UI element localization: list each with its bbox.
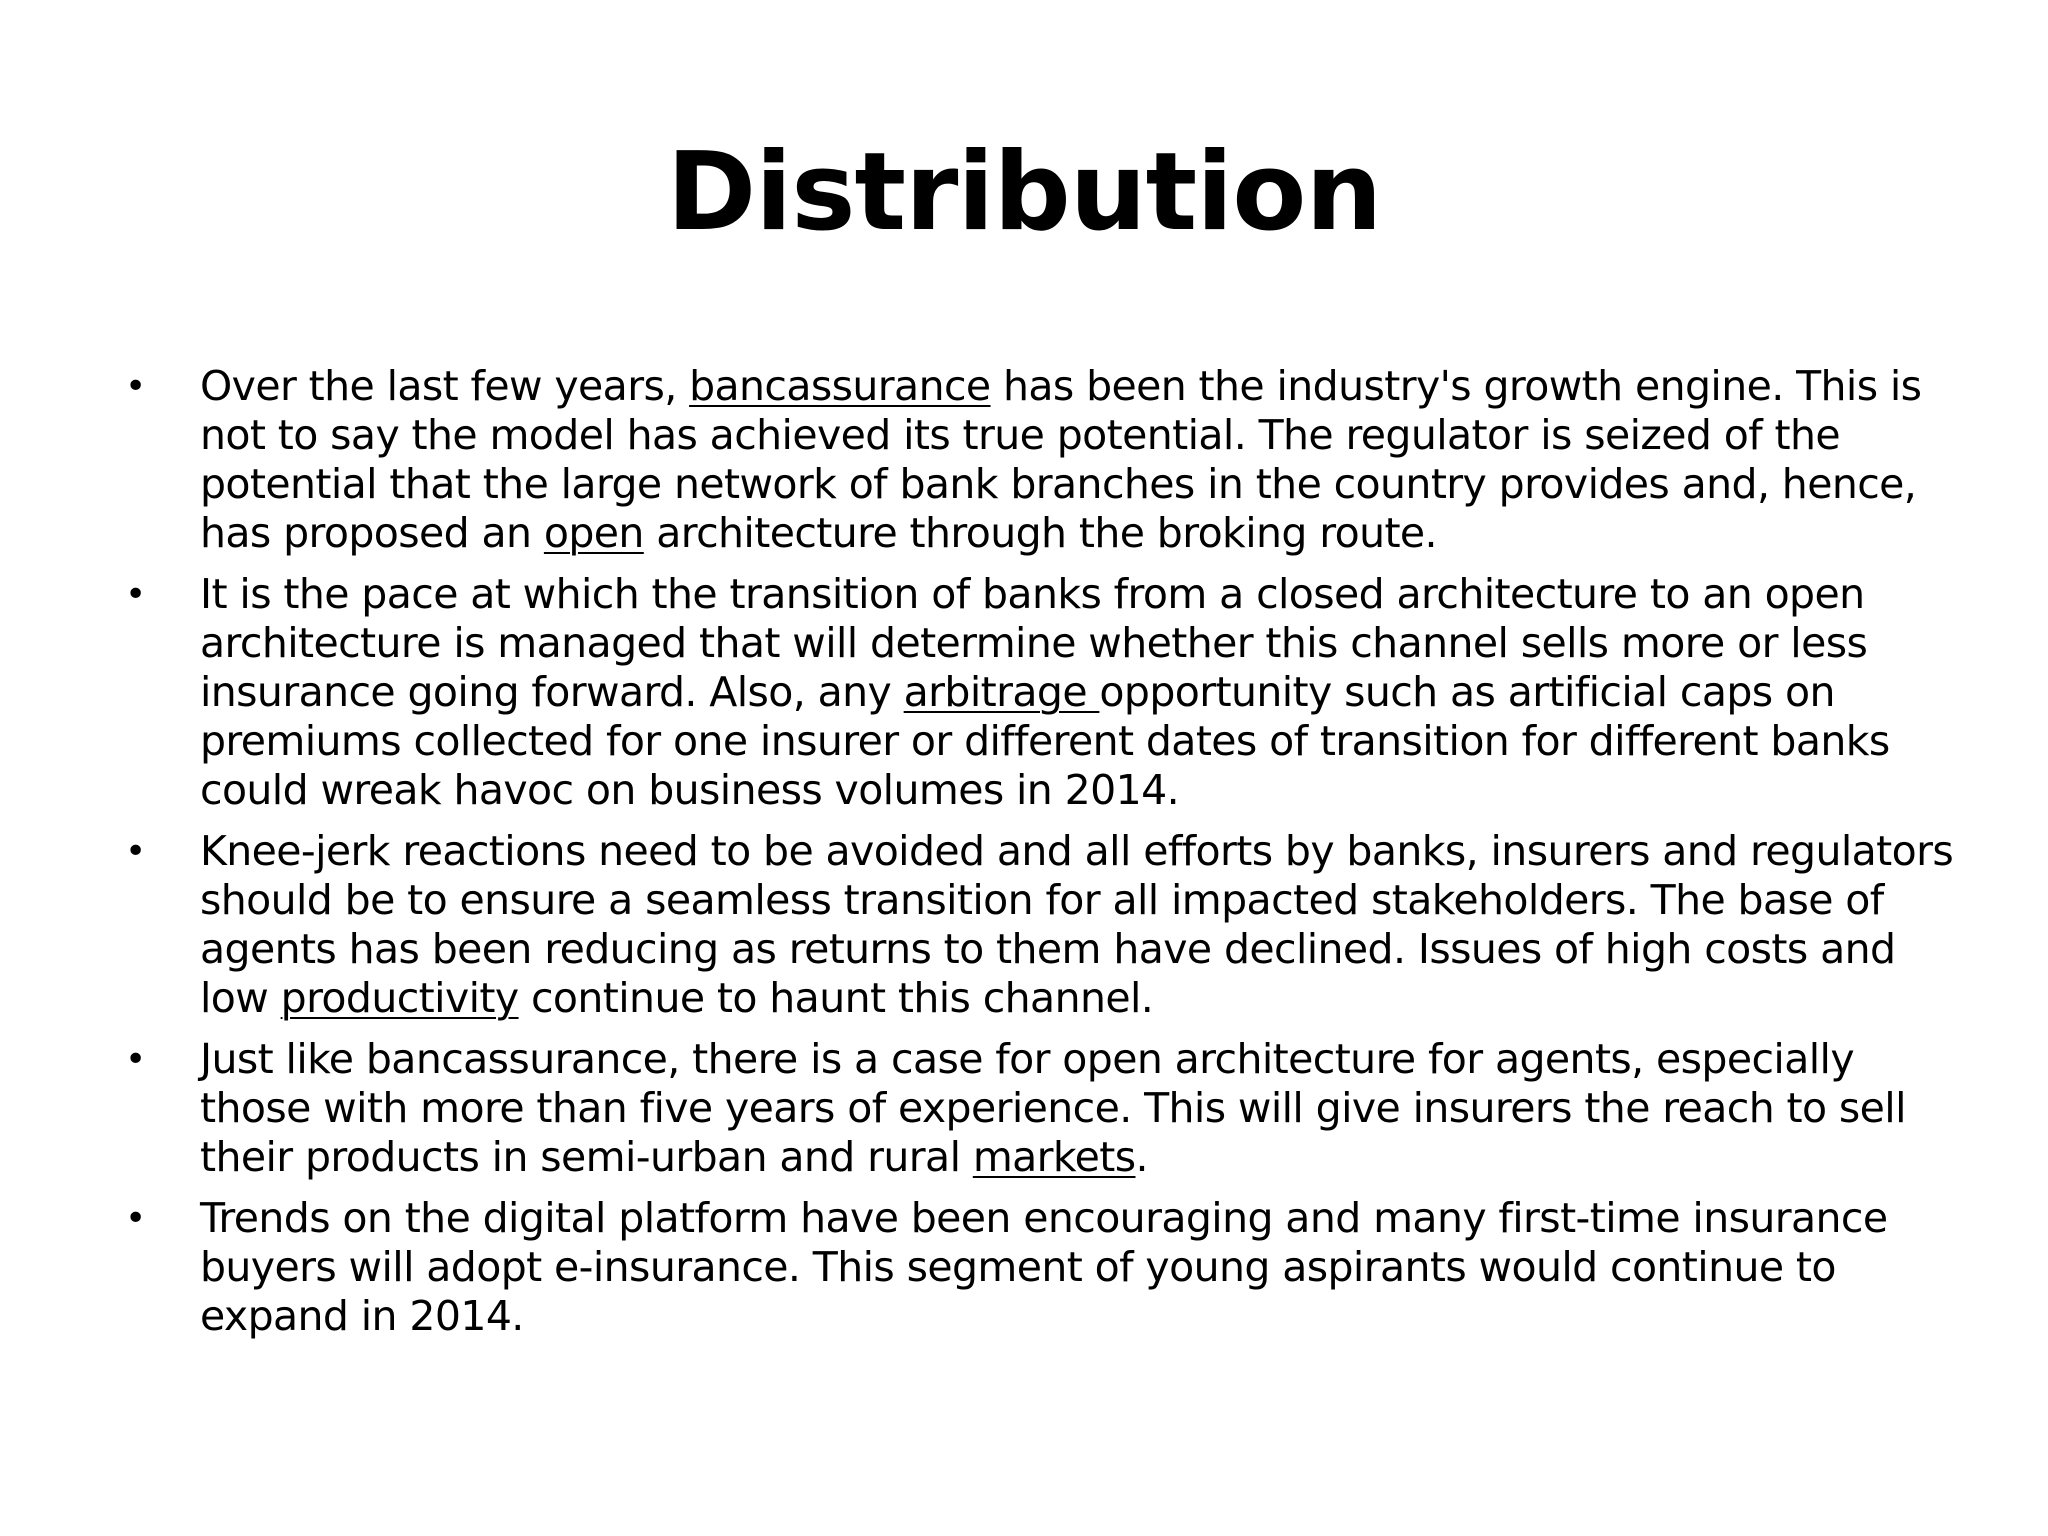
slide-title: Distribution	[666, 130, 1382, 255]
bullet-marker: •	[125, 574, 146, 615]
bullet-item	[125, 570, 1960, 815]
bullet-text: Knee-jerk reactions need to be avoided and all efforts by banks, insurers and regulators should be to ensure a seamless transition for all impacted stakeholders. The base of agents has been reducing as returns to them have declined. Issues of high costs and low	[200, 827, 1954, 1022]
underlined-term-productivity[interactable]: productivity	[280, 974, 519, 1022]
underlined-term-bancassurance[interactable]: bancassurance	[689, 362, 991, 410]
bullet-item	[125, 362, 1960, 558]
bullet-item	[125, 827, 1960, 1023]
bullet-list	[125, 362, 1960, 1353]
bullet-text: Just like bancassurance, there is a case for open architecture for agents, especially those with more than five years of experience. This will give insurers the reach to sell their products in semi-urban and rural	[200, 1035, 1906, 1181]
bullet-item	[125, 1035, 1960, 1182]
underlined-term-open[interactable]: open	[543, 509, 644, 557]
bullet-item	[125, 1194, 1960, 1341]
bullet-marker: •	[125, 1039, 146, 1080]
bullet-text: Trends on the digital platform have been encouraging and many first-time insurance buyers will adopt e-insurance. This segment of young aspirants would continue to expand in 2014.	[200, 1194, 1888, 1340]
bullet-marker: •	[125, 1198, 146, 1239]
bullet-text: has been the industry's growth engine. This is not to say the model has achieved its true potential. The regulator is seized of the potential that the large network of bank branches in the country provides and, hence, has proposed an	[200, 362, 1922, 557]
bullet-marker: •	[125, 831, 146, 872]
bullet-text: It is the pace at which the transition of banks from a closed architecture to an open architecture is managed that will determine whether this channel sells more or less insurance going forward. Also, any	[200, 570, 1868, 716]
bullet-text: continue to haunt this channel.	[518, 974, 1154, 1022]
bullet-marker: •	[125, 366, 146, 407]
bullet-text: .	[1135, 1133, 1148, 1181]
underlined-term-arbitrage[interactable]: arbitrage	[903, 668, 1100, 716]
bullet-text: architecture through the broking route.	[643, 509, 1437, 557]
bullet-text: Over the last few years,	[200, 362, 690, 410]
bullet-text: opportunity such as artificial caps on premiums collected for one insurer or different dates of transition for different banks could wreak havoc on business volumes in 2014.	[200, 668, 1890, 814]
underlined-term-markets[interactable]: markets	[972, 1133, 1136, 1181]
